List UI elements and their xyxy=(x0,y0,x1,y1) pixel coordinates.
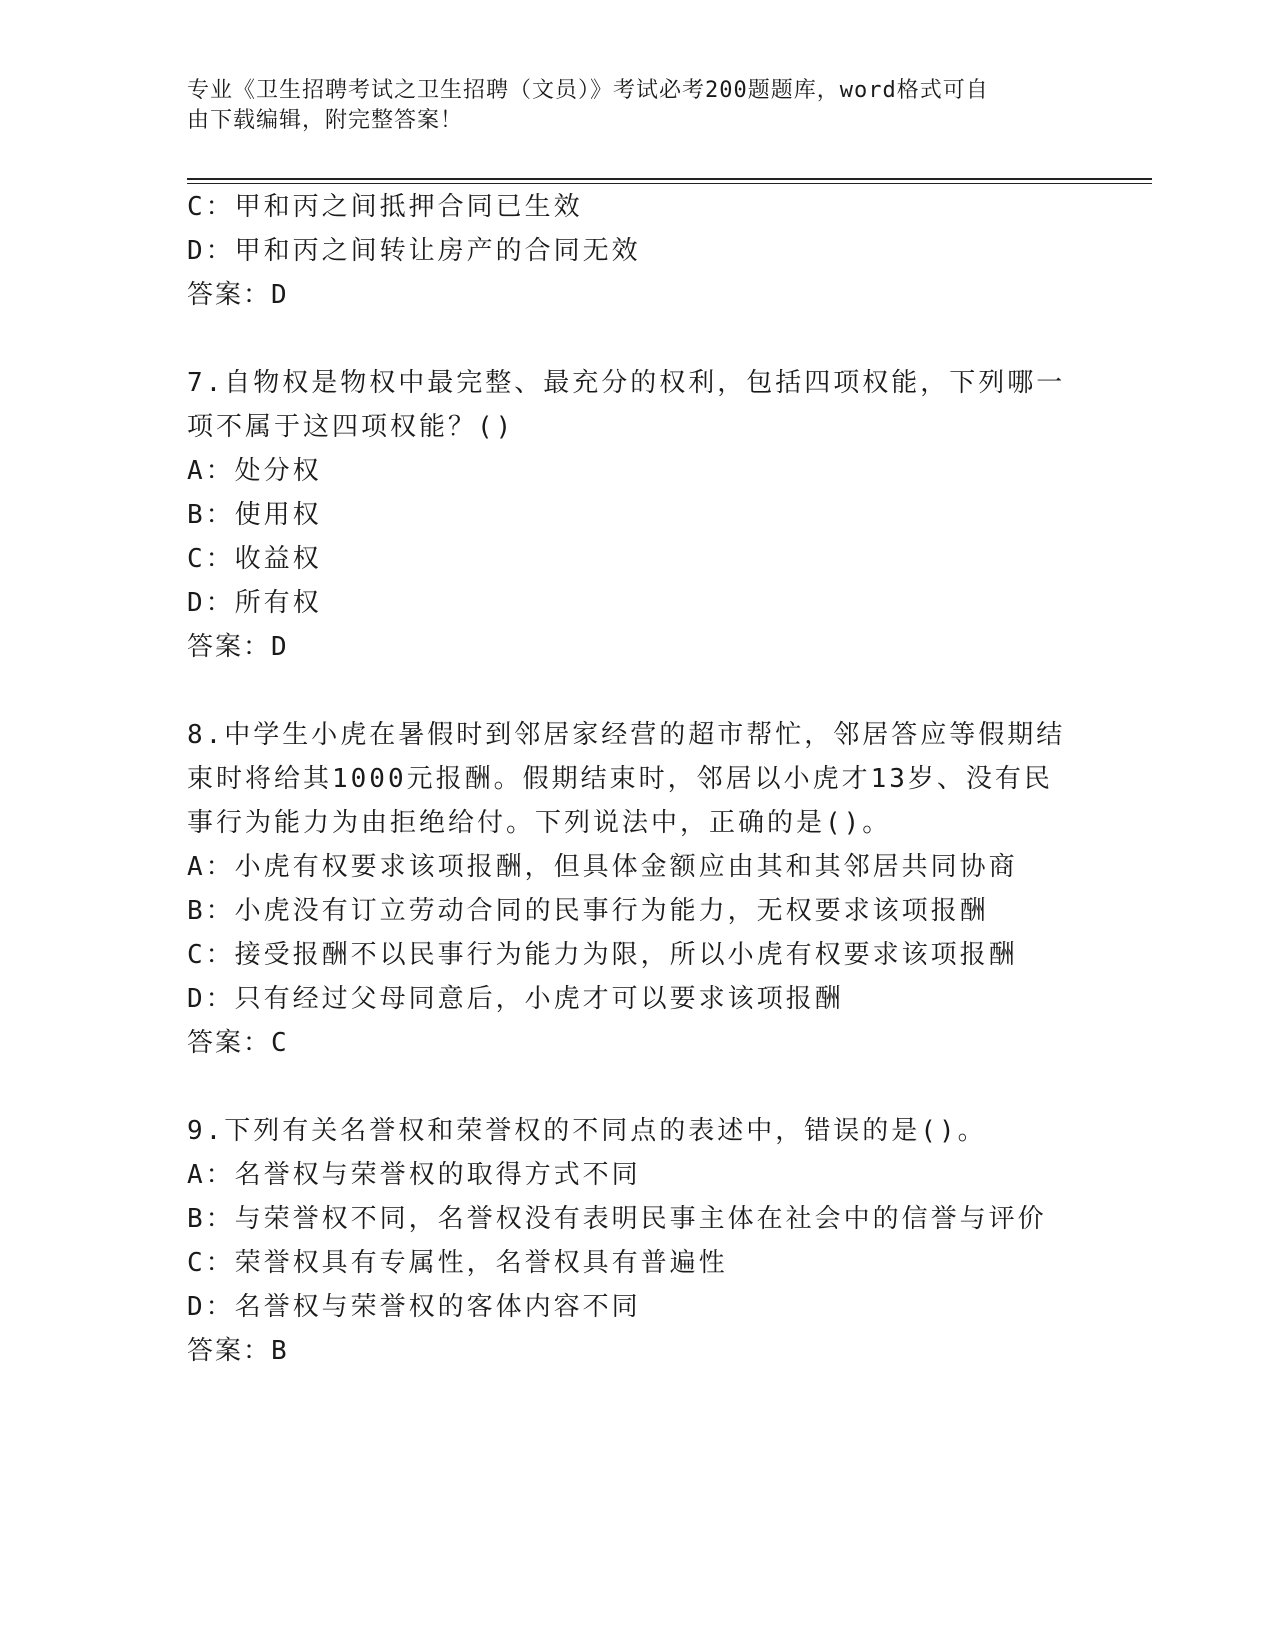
q9-option-d: D：名誉权与荣誉权的客体内容不同 xyxy=(187,1292,641,1322)
q7-option-c: C：收益权 xyxy=(187,544,322,574)
q7-stem-line-2: 项不属于这四项权能？() xyxy=(187,412,515,442)
header-divider-thick xyxy=(187,178,1152,180)
q7-option-a: A：处分权 xyxy=(187,456,322,486)
q8-stem-line-2: 束时将给其1000元报酬。假期结束时，邻居以小虎才13岁、没有民 xyxy=(187,764,1053,794)
q8-option-d: D：只有经过父母同意后，小虎才可以要求该项报酬 xyxy=(187,984,844,1014)
q9-answer: 答案：B xyxy=(187,1336,289,1366)
q7-stem-line-1: 7.自物权是物权中最完整、最充分的权利，包括四项权能，下列哪一 xyxy=(187,368,1066,398)
q8-option-b: B：小虎没有订立劳动合同的民事行为能力，无权要求该项报酬 xyxy=(187,896,989,926)
q8-stem-line-3: 事行为能力为由拒绝给付。下列说法中，正确的是()。 xyxy=(187,808,892,838)
header-divider-thin xyxy=(187,183,1152,184)
q6-option-d: D：甲和丙之间转让房产的合同无效 xyxy=(187,236,641,266)
q9-stem-line-1: 9.下列有关名誉权和荣誉权的不同点的表述中，错误的是()。 xyxy=(187,1116,987,1146)
q8-answer: 答案：C xyxy=(187,1028,289,1058)
header-line-2: 由下载编辑，附完整答案！ xyxy=(187,108,464,133)
q9-option-a: A：名誉权与荣誉权的取得方式不同 xyxy=(187,1160,641,1190)
q7-option-b: B：使用权 xyxy=(187,500,322,530)
q7-answer: 答案：D xyxy=(187,632,289,662)
document-header xyxy=(187,76,1087,136)
q9-option-b: B：与荣誉权不同，名誉权没有表明民事主体在社会中的信誉与评价 xyxy=(187,1204,1047,1234)
q9-option-c: C：荣誉权具有专属性，名誉权具有普遍性 xyxy=(187,1248,728,1278)
q8-option-a: A：小虎有权要求该项报酬，但具体金额应由其和其邻居共同协商 xyxy=(187,852,1018,882)
q8-stem-line-1: 8.中学生小虎在暑假时到邻居家经营的超市帮忙，邻居答应等假期结 xyxy=(187,720,1066,750)
header-line-1: 专业《卫生招聘考试之卫生招聘（文员）》考试必考200题题库，word格式可自 xyxy=(187,78,989,103)
q6-answer: 答案：D xyxy=(187,280,289,310)
q8-option-c: C：接受报酬不以民事行为能力为限，所以小虎有权要求该项报酬 xyxy=(187,940,1018,970)
q6-option-c: C：甲和丙之间抵押合同已生效 xyxy=(187,192,583,222)
q7-option-d: D：所有权 xyxy=(187,588,322,618)
